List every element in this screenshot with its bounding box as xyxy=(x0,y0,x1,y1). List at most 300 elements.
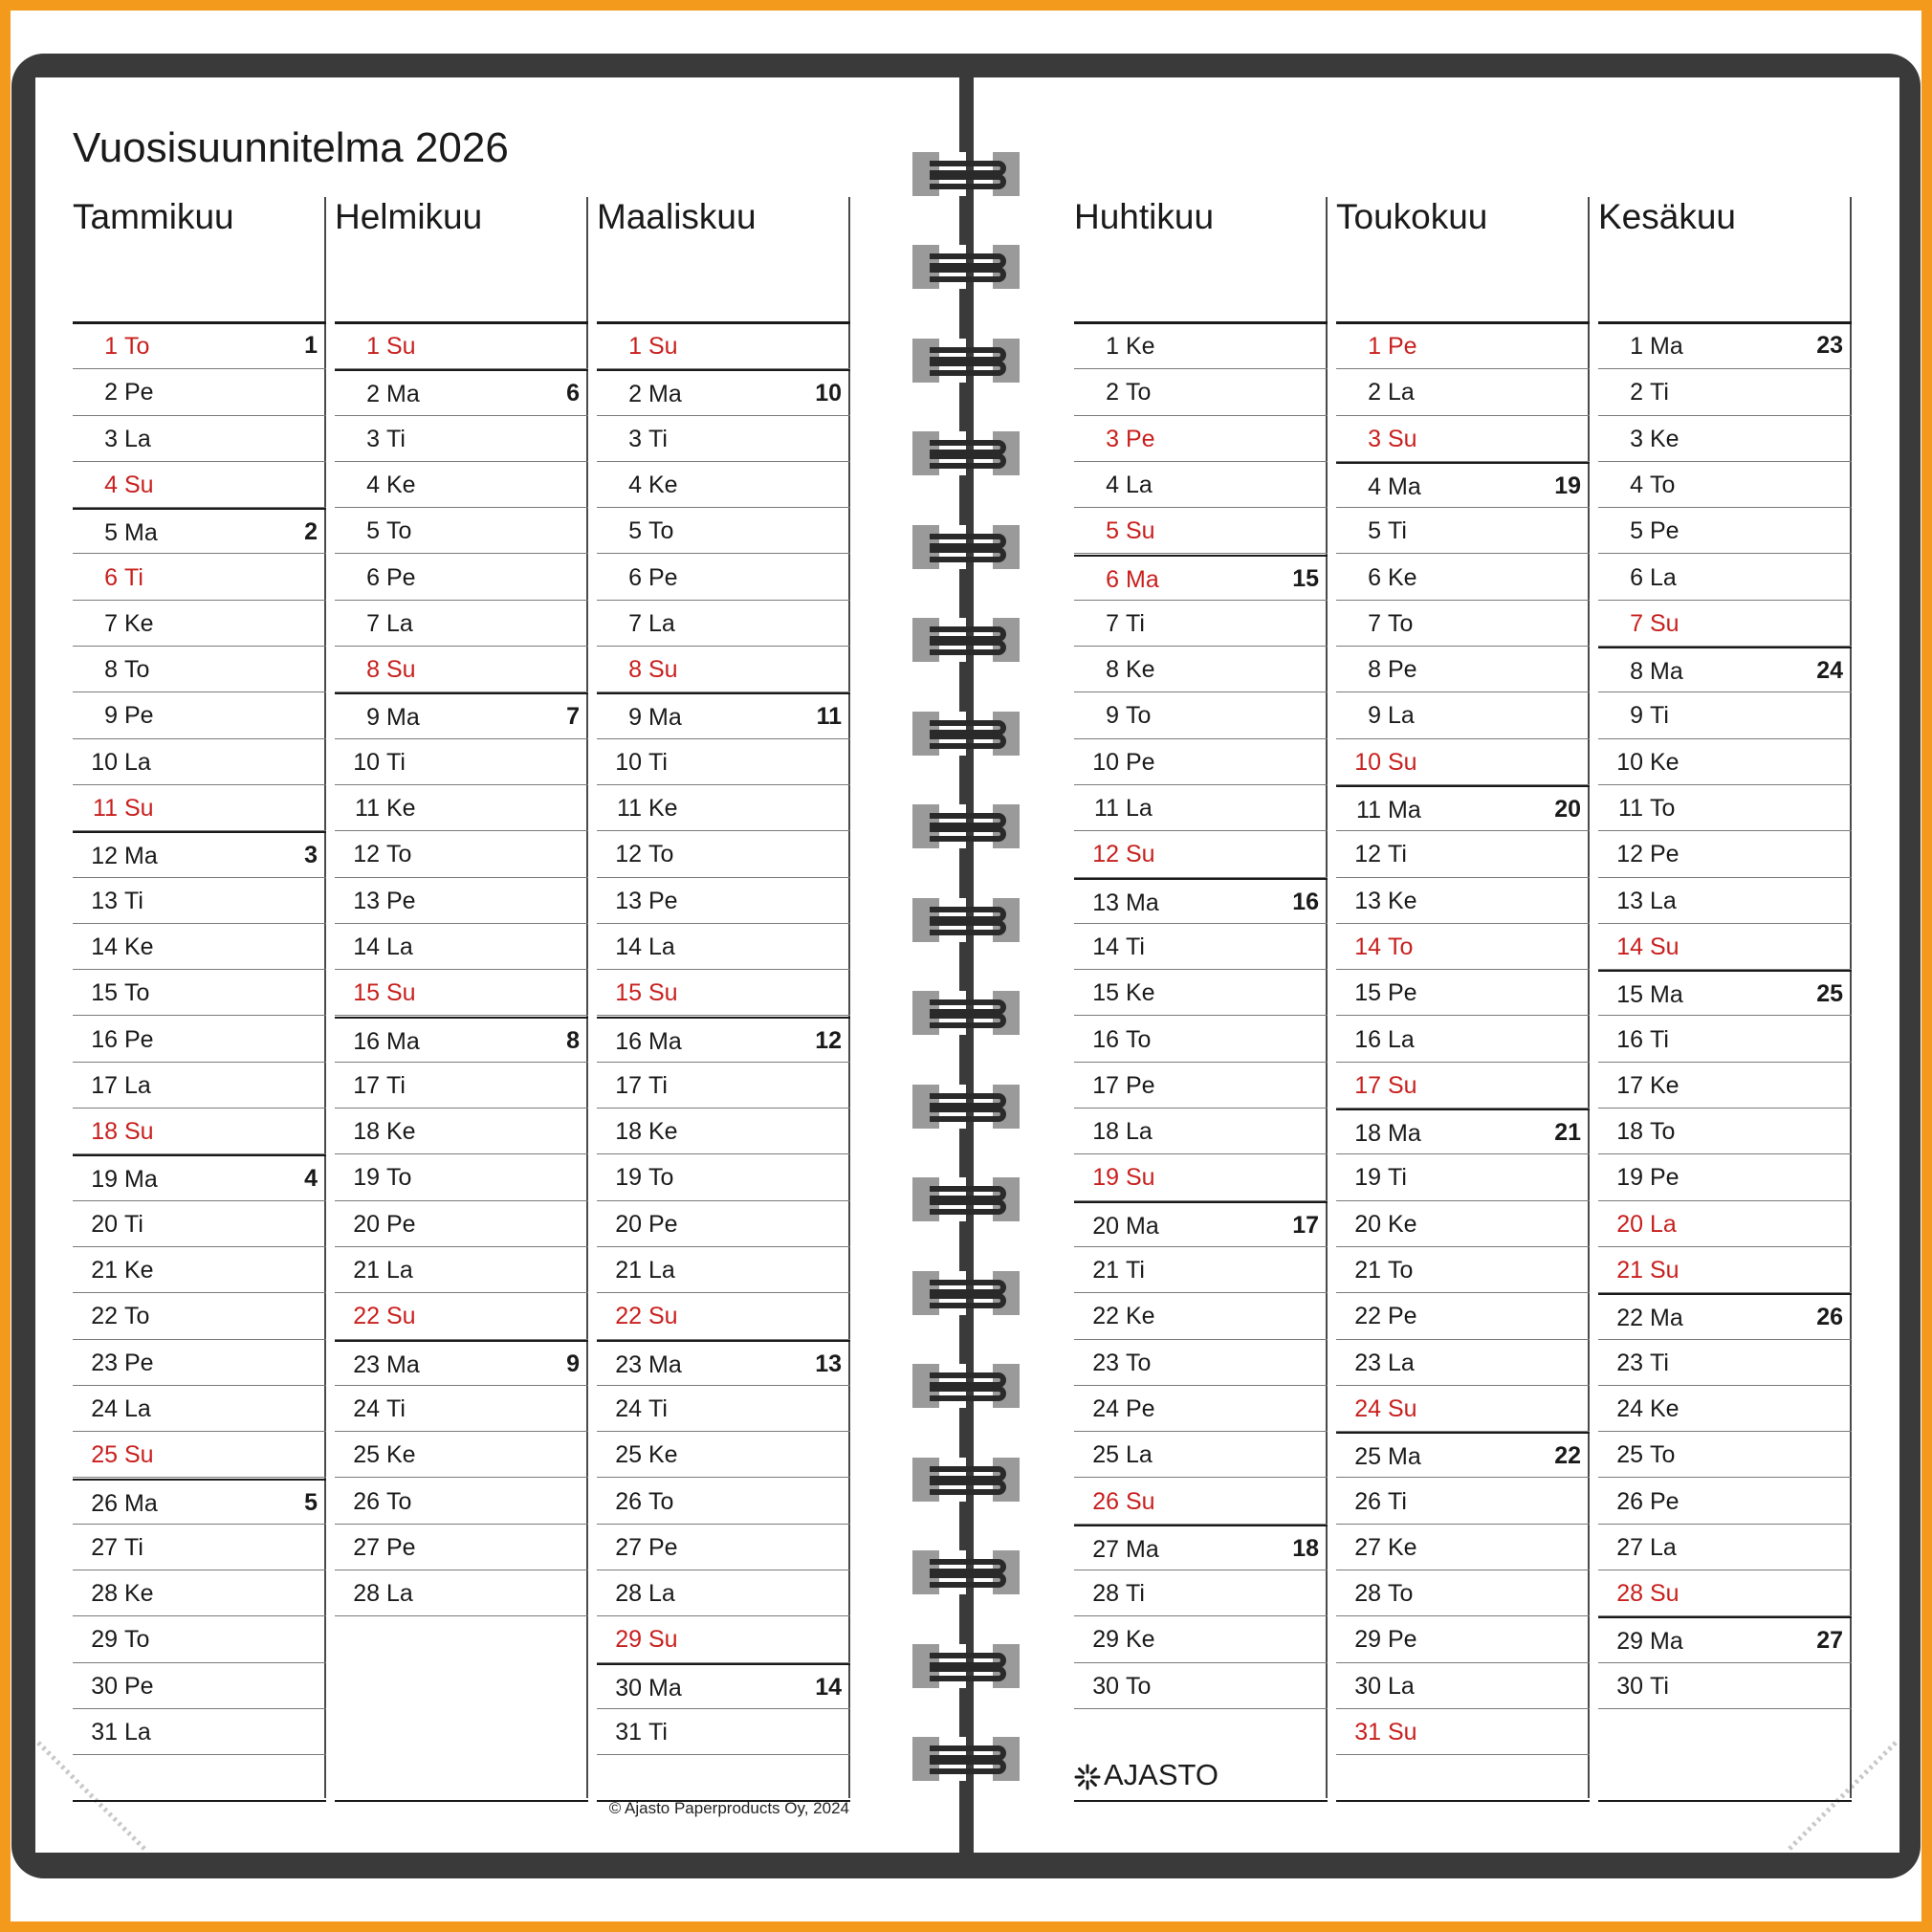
weekday-abbr: Su xyxy=(1388,1719,1417,1745)
day-number: 10 xyxy=(91,748,118,776)
day-row xyxy=(335,1386,588,1432)
day-row xyxy=(1598,1247,1852,1293)
day-row xyxy=(597,369,850,415)
day-number: 25 xyxy=(1616,1441,1643,1469)
day-number: 2 xyxy=(366,381,380,408)
day-row xyxy=(1598,1109,1852,1154)
day-number: 11 xyxy=(355,795,380,822)
weekday-abbr: Ke xyxy=(648,795,678,822)
day-number: 10 xyxy=(1092,748,1119,776)
weekday-abbr: Pe xyxy=(1126,1394,1155,1422)
weekday-abbr: Ke xyxy=(1650,748,1680,776)
day-row xyxy=(1598,462,1852,508)
weekday-abbr: La xyxy=(1126,795,1153,822)
day-number: 23 xyxy=(615,1350,642,1378)
day-row xyxy=(1336,1525,1590,1570)
week-number: 10 xyxy=(815,380,842,407)
day-row xyxy=(1598,647,1852,692)
week-number: 6 xyxy=(566,380,580,407)
day-number: 24 xyxy=(1092,1394,1119,1422)
day-row xyxy=(1598,555,1852,601)
day-number: 9 xyxy=(1630,702,1643,730)
week-number: 21 xyxy=(1554,1119,1581,1147)
weekday-abbr: Ma xyxy=(1126,889,1159,916)
weekday-abbr: Su xyxy=(1650,1580,1680,1608)
day-row xyxy=(73,739,326,785)
day-row xyxy=(597,1293,850,1339)
day-number: 28 xyxy=(1616,1580,1643,1608)
weekday-abbr: To xyxy=(648,1487,674,1515)
weekday-abbr: Ti xyxy=(386,1071,406,1099)
day-number: 14 xyxy=(615,933,642,960)
day-row xyxy=(335,462,588,508)
day-number: 21 xyxy=(1092,1257,1119,1284)
weekday-abbr: Ke xyxy=(386,1118,416,1146)
weekday-abbr: Ma xyxy=(1650,981,1683,1009)
weekday-abbr: Su xyxy=(386,333,416,360)
day-row xyxy=(73,878,326,924)
weekday-abbr: Su xyxy=(1126,841,1155,868)
day-row xyxy=(1336,739,1590,785)
weekday-abbr: Su xyxy=(124,1441,154,1469)
weekday-abbr: To xyxy=(386,517,412,545)
day-number: 5 xyxy=(366,517,380,545)
day-number: 7 xyxy=(1368,609,1381,637)
day-row xyxy=(335,1340,588,1386)
weekday-abbr: La xyxy=(1650,1210,1677,1238)
day-number: 27 xyxy=(91,1533,118,1561)
weekday-abbr: Ti xyxy=(1650,1025,1669,1053)
day-number: 21 xyxy=(615,1257,642,1284)
weekday-abbr: Su xyxy=(648,656,678,684)
day-row xyxy=(597,1616,850,1662)
day-row xyxy=(597,831,850,877)
weekday-abbr: La xyxy=(124,1719,151,1745)
day-row xyxy=(1074,1109,1328,1154)
day-row xyxy=(597,1063,850,1109)
weekday-abbr: Ke xyxy=(1650,1071,1680,1099)
weekday-abbr: Pe xyxy=(1650,1487,1680,1515)
day-row xyxy=(1336,1154,1590,1200)
day-row xyxy=(1336,555,1590,601)
empty-row xyxy=(1074,1709,1328,1755)
weekday-abbr: Ke xyxy=(386,795,416,822)
day-row xyxy=(597,555,850,601)
day-number: 19 xyxy=(1354,1164,1381,1192)
day-number: 31 xyxy=(91,1719,118,1745)
weekday-abbr: Ti xyxy=(1126,933,1145,960)
day-number: 24 xyxy=(1616,1394,1643,1422)
spiral-ring-icon xyxy=(912,431,1020,475)
day-row xyxy=(73,1570,326,1616)
day-number: 13 xyxy=(615,887,642,914)
day-number: 10 xyxy=(1354,748,1381,776)
day-number: 20 xyxy=(1354,1210,1381,1238)
day-row xyxy=(1336,508,1590,554)
day-row xyxy=(1336,323,1590,369)
day-row xyxy=(1598,1570,1852,1616)
day-row xyxy=(1336,1109,1590,1154)
day-number: 26 xyxy=(91,1489,118,1517)
weekday-abbr: Ke xyxy=(1126,656,1155,684)
day-row xyxy=(335,416,588,462)
day-number: 7 xyxy=(1630,609,1643,637)
day-row xyxy=(1074,601,1328,647)
day-number: 15 xyxy=(1354,979,1381,1007)
day-number: 10 xyxy=(353,748,380,776)
day-row xyxy=(1336,1340,1590,1386)
weekday-abbr: Ke xyxy=(648,471,678,498)
spiral-ring-icon xyxy=(912,245,1020,289)
weekday-abbr: Ke xyxy=(648,1118,678,1146)
week-number: 12 xyxy=(815,1026,842,1054)
week-number: 11 xyxy=(816,703,842,731)
month-column xyxy=(597,197,850,1798)
weekday-abbr: Ma xyxy=(1650,333,1683,360)
day-row xyxy=(1336,785,1590,831)
weekday-abbr: Pe xyxy=(1388,979,1417,1007)
day-number: 23 xyxy=(91,1349,118,1376)
day-number: 27 xyxy=(1616,1533,1643,1561)
weekday-abbr: Ti xyxy=(386,748,406,776)
spiral-ring-icon xyxy=(912,1550,1020,1594)
day-number: 21 xyxy=(1354,1257,1381,1284)
weekday-abbr: Ti xyxy=(1126,609,1145,637)
day-row xyxy=(1074,555,1328,601)
day-number: 6 xyxy=(1630,563,1643,591)
day-row xyxy=(335,924,588,970)
weekday-abbr: To xyxy=(124,1303,150,1330)
day-row xyxy=(1598,1201,1852,1247)
day-row xyxy=(1074,1247,1328,1293)
day-number: 20 xyxy=(1616,1210,1643,1238)
day-row xyxy=(335,1570,588,1616)
weekday-abbr: Ma xyxy=(1388,797,1421,823)
weekday-abbr: Pe xyxy=(1126,748,1155,776)
day-number: 1 xyxy=(1368,333,1381,360)
day-number: 27 xyxy=(1092,1535,1119,1563)
weekday-abbr: La xyxy=(1650,1533,1677,1561)
weekday-abbr: Su xyxy=(386,656,416,684)
day-row xyxy=(597,1109,850,1154)
day-number: 17 xyxy=(1354,1071,1381,1099)
weekday-abbr: Ma xyxy=(1388,472,1421,500)
day-row xyxy=(335,601,588,647)
day-row xyxy=(335,1479,588,1525)
month-name: Toukokuu xyxy=(1336,197,1488,236)
weekday-abbr: Pe xyxy=(1650,841,1680,868)
spiral-ring-icon xyxy=(912,339,1020,383)
day-row xyxy=(335,369,588,415)
day-number: 15 xyxy=(1616,981,1643,1009)
weekday-abbr: Ma xyxy=(386,1350,420,1378)
weekday-abbr: Ti xyxy=(124,1533,143,1561)
weekday-abbr: Ma xyxy=(1126,1535,1159,1563)
day-row xyxy=(1336,692,1590,738)
day-row xyxy=(73,970,326,1016)
day-row xyxy=(1336,1063,1590,1109)
day-row xyxy=(73,323,326,369)
day-row xyxy=(73,1663,326,1709)
day-row xyxy=(1336,601,1590,647)
day-row xyxy=(335,1432,588,1478)
spiral-ring-icon xyxy=(912,1644,1020,1688)
weekday-abbr: La xyxy=(1388,702,1415,730)
day-number: 26 xyxy=(615,1487,642,1515)
day-number: 8 xyxy=(1106,656,1119,684)
day-number: 29 xyxy=(1092,1626,1119,1654)
day-row xyxy=(73,1017,326,1063)
day-row xyxy=(335,878,588,924)
day-row xyxy=(1336,1293,1590,1339)
weekday-abbr: To xyxy=(648,1164,674,1192)
day-number: 28 xyxy=(91,1580,118,1608)
spiral-ring-icon xyxy=(912,898,1020,942)
week-number: 2 xyxy=(304,518,318,546)
day-row xyxy=(1598,416,1852,462)
weekday-abbr: Ke xyxy=(386,471,416,498)
empty-row xyxy=(597,1755,850,1801)
weekday-abbr: La xyxy=(1388,1349,1415,1376)
day-row xyxy=(335,692,588,738)
day-number: 3 xyxy=(366,425,380,452)
week-number: 7 xyxy=(566,703,580,731)
day-number: 15 xyxy=(353,979,380,1007)
day-row xyxy=(335,785,588,831)
week-number: 22 xyxy=(1554,1442,1581,1470)
day-row xyxy=(1336,1386,1590,1432)
day-number: 22 xyxy=(615,1303,642,1330)
brand-logo xyxy=(1074,1758,1218,1792)
weekday-abbr: Pe xyxy=(648,563,678,591)
day-number: 2 xyxy=(628,381,642,408)
day-row xyxy=(73,369,326,415)
day-row xyxy=(73,1247,326,1293)
day-row xyxy=(1598,1154,1852,1200)
weekday-abbr: Pe xyxy=(1388,1303,1417,1330)
day-row xyxy=(73,1709,326,1755)
weekday-abbr: Pe xyxy=(1388,656,1417,684)
weekday-abbr: To xyxy=(1650,1441,1676,1469)
day-row xyxy=(1598,1616,1852,1662)
day-number: 21 xyxy=(91,1257,118,1284)
day-number: 31 xyxy=(615,1719,642,1745)
day-row xyxy=(1336,1616,1590,1662)
day-number: 4 xyxy=(366,471,380,498)
weekday-abbr: Su xyxy=(1650,609,1680,637)
weekday-abbr: Pe xyxy=(1388,1626,1417,1654)
day-row xyxy=(1074,1340,1328,1386)
day-row xyxy=(1074,785,1328,831)
weekday-abbr: Su xyxy=(124,471,154,498)
day-number: 19 xyxy=(1092,1164,1119,1192)
day-number: 25 xyxy=(615,1441,642,1469)
day-row xyxy=(1074,1570,1328,1616)
day-number: 1 xyxy=(628,333,642,360)
weekday-abbr: Pe xyxy=(124,1672,154,1700)
day-number: 10 xyxy=(1616,748,1643,776)
weekday-abbr: Ti xyxy=(124,1210,143,1238)
day-row xyxy=(597,1709,850,1755)
day-number: 26 xyxy=(1092,1487,1119,1515)
day-row xyxy=(1598,1340,1852,1386)
day-number: 4 xyxy=(1368,472,1381,500)
day-number: 7 xyxy=(1106,609,1119,637)
day-number: 11 xyxy=(1618,795,1643,822)
weekday-abbr: Ti xyxy=(1650,702,1669,730)
weekday-abbr: Ke xyxy=(124,1580,154,1608)
weekday-abbr: Ti xyxy=(648,425,668,452)
weekday-abbr: Su xyxy=(386,1303,416,1330)
day-number: 22 xyxy=(353,1303,380,1330)
day-row xyxy=(1336,1570,1590,1616)
weekday-abbr: Su xyxy=(1388,425,1417,452)
day-row xyxy=(1074,1201,1328,1247)
day-row xyxy=(335,831,588,877)
weekday-abbr: Ti xyxy=(648,1719,668,1745)
weekday-abbr: Ti xyxy=(124,887,143,914)
day-number: 2 xyxy=(104,379,118,406)
day-number: 6 xyxy=(1106,565,1119,593)
day-row xyxy=(597,1570,850,1616)
day-number: 26 xyxy=(1616,1487,1643,1515)
week-number: 4 xyxy=(304,1165,318,1193)
weekday-abbr: To xyxy=(124,333,150,360)
day-row xyxy=(335,1293,588,1339)
day-number: 16 xyxy=(615,1027,642,1055)
weekday-abbr: Pe xyxy=(386,887,416,914)
day-number: 19 xyxy=(353,1164,380,1192)
day-number: 1 xyxy=(1106,333,1119,360)
day-number: 23 xyxy=(1354,1349,1381,1376)
day-row xyxy=(597,924,850,970)
day-number: 19 xyxy=(615,1164,642,1192)
weekday-abbr: Ke xyxy=(124,933,154,960)
day-row xyxy=(1336,1432,1590,1478)
day-row xyxy=(1074,1479,1328,1525)
weekday-abbr: Ti xyxy=(1650,1349,1669,1376)
day-number: 23 xyxy=(1092,1349,1119,1376)
day-row xyxy=(597,970,850,1016)
weekday-abbr: La xyxy=(1126,471,1153,498)
weekday-abbr: To xyxy=(386,1487,412,1515)
day-row xyxy=(73,1432,326,1478)
day-number: 9 xyxy=(628,704,642,732)
day-row xyxy=(597,785,850,831)
week-number: 25 xyxy=(1816,980,1843,1008)
week-number: 14 xyxy=(815,1673,842,1701)
week-number: 13 xyxy=(815,1350,842,1377)
day-number: 12 xyxy=(91,843,118,870)
day-number: 16 xyxy=(1092,1025,1119,1053)
day-row xyxy=(335,1247,588,1293)
day-row xyxy=(1336,369,1590,415)
week-number: 18 xyxy=(1292,1534,1319,1562)
weekday-abbr: Pe xyxy=(124,1349,154,1376)
day-row xyxy=(335,647,588,692)
day-row xyxy=(1074,1154,1328,1200)
day-row xyxy=(73,831,326,877)
weekday-abbr: Ti xyxy=(648,1394,668,1422)
day-number: 18 xyxy=(91,1118,118,1146)
day-number: 25 xyxy=(353,1441,380,1469)
day-number: 8 xyxy=(1368,656,1381,684)
week-number: 27 xyxy=(1816,1627,1843,1655)
day-number: 7 xyxy=(366,609,380,637)
day-row xyxy=(1074,831,1328,877)
empty-row xyxy=(73,1755,326,1801)
day-row xyxy=(597,1247,850,1293)
day-number: 6 xyxy=(628,563,642,591)
weekday-abbr: Ke xyxy=(1388,887,1417,914)
day-number: 5 xyxy=(1368,517,1381,545)
day-row xyxy=(335,1063,588,1109)
weekday-abbr: La xyxy=(386,1257,413,1284)
day-number: 25 xyxy=(1354,1443,1381,1471)
day-row xyxy=(597,1386,850,1432)
day-row xyxy=(335,1017,588,1063)
day-row xyxy=(1598,1293,1852,1339)
day-number: 30 xyxy=(1616,1672,1643,1700)
weekday-abbr: Ma xyxy=(124,843,158,870)
spiral-ring-icon xyxy=(912,712,1020,756)
day-row xyxy=(597,739,850,785)
day-number: 11 xyxy=(617,795,642,822)
weekday-abbr: To xyxy=(1126,1349,1152,1376)
empty-row xyxy=(335,1616,588,1662)
day-number: 30 xyxy=(1354,1672,1381,1700)
day-number: 9 xyxy=(1368,702,1381,730)
day-row xyxy=(73,462,326,508)
day-row xyxy=(1598,785,1852,831)
day-row xyxy=(1598,1386,1852,1432)
weekday-abbr: Pe xyxy=(1388,333,1417,360)
day-row xyxy=(1074,1293,1328,1339)
spiral-ring-icon xyxy=(912,618,1020,662)
day-number: 11 xyxy=(1094,795,1119,822)
day-number: 1 xyxy=(1630,333,1643,360)
day-row xyxy=(597,692,850,738)
day-row xyxy=(1598,1525,1852,1570)
day-number: 19 xyxy=(91,1166,118,1194)
day-number: 3 xyxy=(1368,425,1381,452)
day-number: 16 xyxy=(1616,1025,1643,1053)
day-number: 16 xyxy=(91,1025,118,1053)
weekday-abbr: Ti xyxy=(648,748,668,776)
day-number: 13 xyxy=(1616,887,1643,914)
day-number: 25 xyxy=(1092,1441,1119,1469)
day-number: 5 xyxy=(104,519,118,547)
day-number: 12 xyxy=(353,841,380,868)
day-number: 18 xyxy=(353,1118,380,1146)
weekday-abbr: Su xyxy=(1126,1164,1155,1192)
week-number: 26 xyxy=(1816,1304,1843,1331)
week-number: 19 xyxy=(1554,472,1581,499)
day-number: 29 xyxy=(1616,1628,1643,1656)
day-row xyxy=(1336,1479,1590,1525)
spiral-ring-icon xyxy=(912,991,1020,1035)
day-number: 6 xyxy=(104,563,118,591)
weekday-abbr: Ke xyxy=(1650,425,1680,452)
day-number: 24 xyxy=(615,1394,642,1422)
day-number: 23 xyxy=(1616,1349,1643,1376)
weekday-abbr: Ti xyxy=(1388,841,1407,868)
day-number: 24 xyxy=(1354,1394,1381,1422)
weekday-abbr: To xyxy=(1650,471,1676,498)
weekday-abbr: Su xyxy=(648,1626,678,1654)
day-row xyxy=(73,1479,326,1525)
day-row xyxy=(597,1432,850,1478)
